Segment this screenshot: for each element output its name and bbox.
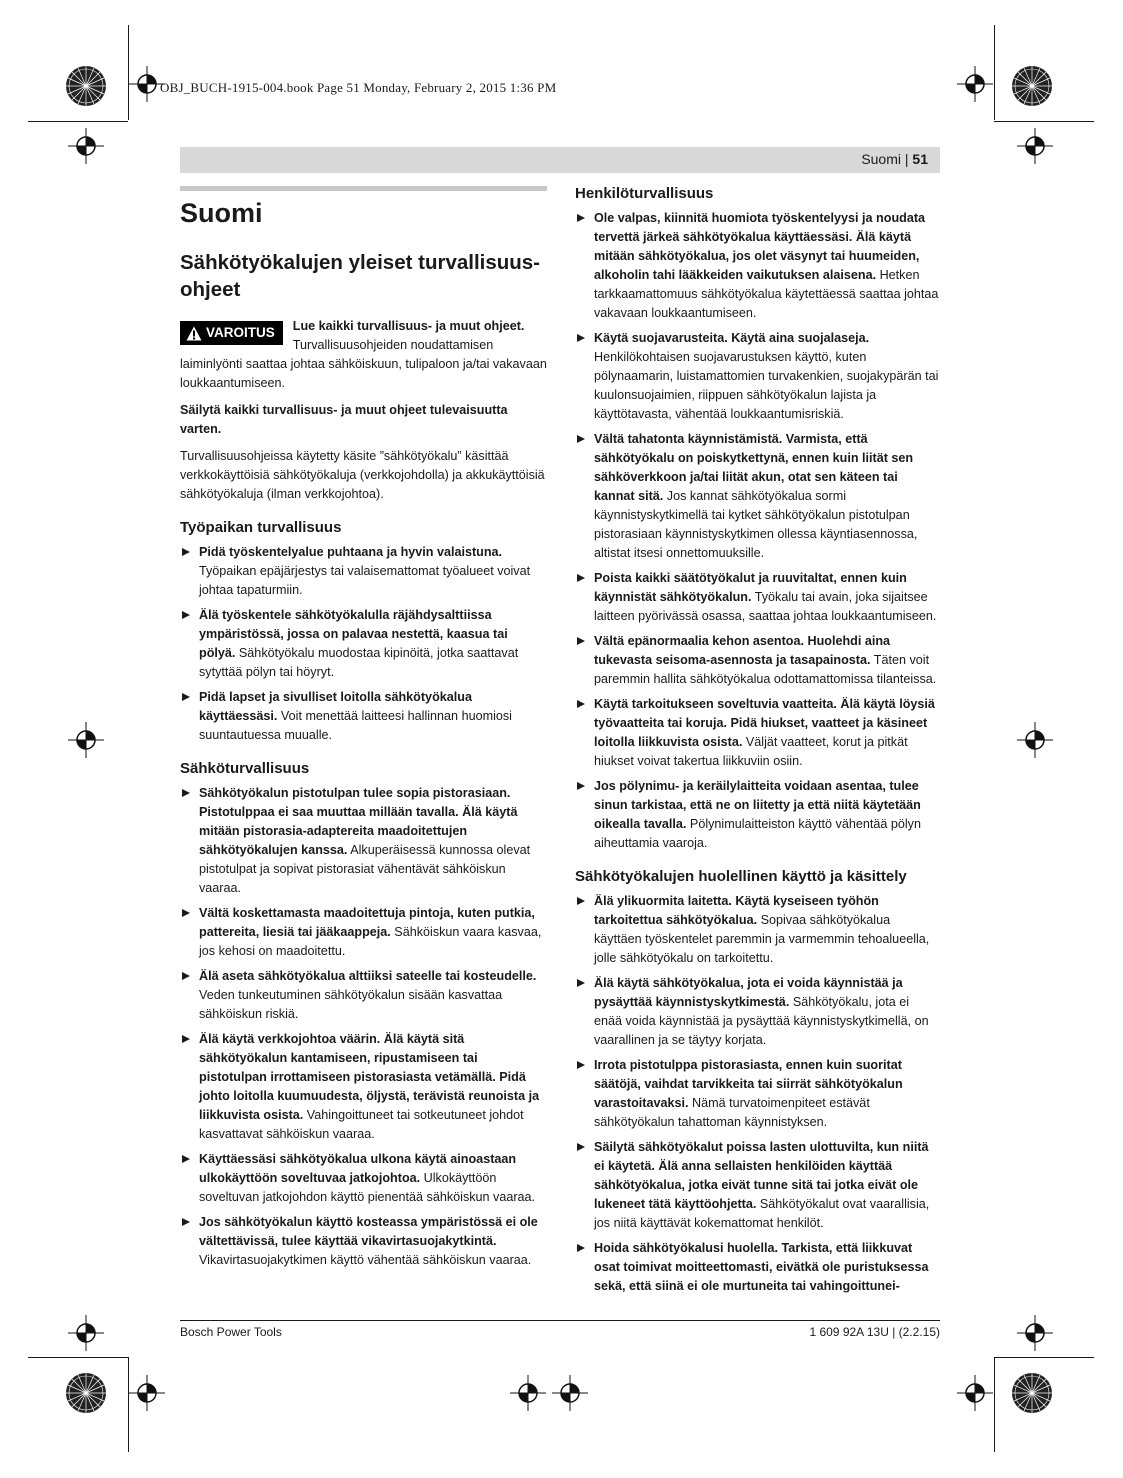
warning-text: Turvallisuusohjeiden noudattamisen laiminlyönti saattaa johtaa sähköiskuun, tulipaloon ja/tai vakavaan loukkaantumiseen. (180, 338, 547, 390)
item-bold-text: Pidä lapset ja sivulliset loitolla sähkötyökalua käyttäessäsi. (199, 690, 472, 723)
footer-rule (180, 1320, 940, 1321)
warning-lead: Lue kaikki turvallisuus- ja muut ohjeet. (292, 319, 525, 333)
item-text: Voit menettää laitteesi hallinnan huomiosi suuntautuessa muualle. (199, 709, 512, 742)
trim-line (28, 1357, 128, 1358)
bullet-arrow-icon (182, 693, 190, 701)
registration-mark-icon (1017, 1315, 1053, 1351)
item-text: Pölynimulaitteiston käyttö vähentää pölyn aiheuttamia vaaroja. (594, 817, 921, 850)
section-heading: Työpaikan turvallisuus (180, 519, 342, 536)
list-item (180, 904, 547, 961)
running-header (180, 147, 940, 173)
print-info: OBJ_BUCH-1915-004.book Page 51 Monday, February 2, 2015 1:36 PM (160, 80, 557, 95)
item-bold-text: Poista kaikki säätötyökalut ja ruuvitaltat, ennen kuin käynnistät sähkötyökalun. (594, 571, 907, 604)
item-text: Täten voit paremmin hallita sähkötyökalua odottamattomissa tilanteissa. (594, 653, 937, 686)
definition-text: Turvallisuusohjeissa käytetty käsite ”sähkötyökalu” käsittää verkkokäyttöisiä sähkötyökaluja (verkkojohdolla) ja akkukäyttöisiä sähkötyökaluja (ilman verkkojohtoa). (180, 449, 545, 501)
header-separator: | (901, 151, 913, 167)
item-text: Sähköiskun vaara kasvaa, jos kehosi on maadoitettu. (199, 925, 542, 958)
bullet-arrow-icon (182, 611, 190, 619)
bullet-arrow-icon (577, 700, 585, 708)
page-title: Suomi (180, 198, 263, 228)
section-workplace-safety (180, 518, 547, 745)
page-number: 51 (912, 151, 928, 167)
print-rosette-icon (1011, 1372, 1053, 1414)
item-bold-text: Älä työskentele sähkötyökalulla räjähdysalttiissa ympäristössä, jossa on palavaa nestettä, kaasua tai pölyä. (199, 608, 508, 660)
list-item (575, 892, 940, 968)
footer-document-id: 1 609 92A 13U | (2.2.15) (809, 1325, 940, 1339)
trim-line (28, 121, 128, 122)
registration-mark-icon (957, 66, 993, 102)
item-text: Nämä turvatoimenpiteet estävät sähkötyökalun tahattoman käynnistyksen. (594, 1096, 870, 1129)
item-text: Veden tunkeutuminen sähkötyökalun sisään kasvattaa sähköiskun riskiä. (199, 988, 503, 1021)
bullet-arrow-icon (182, 1155, 190, 1163)
list-item (575, 632, 940, 689)
registration-mark-icon (1017, 722, 1053, 758)
bullet-arrow-icon (577, 334, 585, 342)
trim-line (994, 1357, 995, 1452)
print-rosette-icon (65, 1372, 107, 1414)
list-item (575, 777, 940, 853)
item-bold-text: Jos sähkötyökalun käyttö kosteassa ympäristössä ei ole vältettävissä, tulee käyttää vikavirtasuojakytkintä. (199, 1215, 538, 1248)
item-bold-text: Pidä työskentelyalue puhtaana ja hyvin valaistuna. (199, 545, 503, 559)
trim-line (994, 121, 1094, 122)
item-text: Alkuperäisessä kunnossa olevat pistotulpat ja sopivat pistorasiat vähentävät sähköiskun vaaraa. (199, 843, 531, 895)
trim-line (994, 1357, 1094, 1358)
item-bold-text: Vältä tahatonta käynnistämistä. Varmista, että sähkötyökalu on poiskytkettynä, ennen kuin liität sen sähköverkkoon ja/tai liität akun, otat sen käteen tai kannat sitä. (594, 432, 914, 503)
bullet-arrow-icon (577, 1143, 585, 1151)
item-text: Vahingoittuneet tai sotkeutuneet johdot kasvattavat sähköiskun vaaraa. (199, 1108, 524, 1141)
bullet-arrow-icon (182, 909, 190, 917)
list-item (575, 430, 940, 563)
section-heading: Sähköturvallisuus (180, 760, 310, 777)
list-item (180, 1213, 547, 1270)
item-text: Ulkokäyttöön soveltuvan jatkojohdon käyttö pienentää sähköiskun vaaraa. (199, 1171, 536, 1204)
item-bold-text: Irrota pistotulppa pistorasiasta, ennen kuin suoritat säätöjä, vaihdat tarvikkeita tai siirrät sähkötyökalun varastoitavaksi. (594, 1058, 903, 1110)
section-heading: Henkilöturvallisuus (575, 185, 714, 202)
item-bold-text: Jos pölynimu- ja keräilylaitteita voidaan asentaa, tulee sinun tarkistaa, että ne on liitetty ja että niitä käytetään oikealla tavalla. (594, 779, 921, 831)
bullet-arrow-icon (577, 1061, 585, 1069)
print-rosette-icon (65, 65, 107, 107)
item-bold-text: Käytä tarkoitukseen soveltuvia vaatteita. Älä käytä löysiä työvaatteita tai koruja. Pidä hiukset, vaatteet ja käsineet loitolla liikkuvista osista. (594, 697, 935, 749)
bullet-arrow-icon (577, 637, 585, 645)
trim-line (994, 25, 995, 120)
item-bold-text: Käytä suojavarusteita. Käytä aina suojalaseja. (594, 331, 870, 345)
item-text: Vikavirtasuojakytkimen käyttö vähentää sähköiskun vaaraa. (199, 1253, 532, 1267)
registration-mark-icon (68, 722, 104, 758)
section-tool-use-care (575, 867, 940, 1296)
warning-badge-label: VAROITUS (206, 325, 275, 340)
keep-instructions: Säilytä kaikki turvallisuus- ja muut ohjeet tulevaisuutta varten. (180, 403, 508, 436)
item-text: Hetken tarkkaamattomuus sähkötyökalua käytettäessä saattaa johtaa vakavaan loukkaantumiseen. (594, 268, 939, 320)
section-electrical-safety (180, 759, 547, 1270)
list-item (575, 209, 940, 323)
item-bold-text: Vältä epänormaalia kehon asentoa. Huolehdi aina tukevasta seisoma-asennosta ja tasapainosta. (594, 634, 891, 667)
bullet-arrow-icon (577, 897, 585, 905)
item-bold-text: Ole valpas, kiinnitä huomiota työskentelyysi ja noudata tervettä järkeä sähkötyökalua käyttäessäsi. Älä käytä mitään sähkötyökalua, jos olet väsynyt tai huumeiden, alkoholin tahi lääkkeiden vaikutuksen alaisena. (594, 211, 926, 282)
right-column (575, 184, 940, 1302)
bullet-arrow-icon (577, 782, 585, 790)
registration-mark-icon (68, 1315, 104, 1351)
warning-triangle-icon (186, 326, 202, 341)
warning-badge (180, 321, 283, 345)
bullet-arrow-icon (577, 979, 585, 987)
item-bold-text: Vältä koskettamasta maadoitettuja pintoja, kuten putkia, pattereita, liesiä tai jääkaappeja. (199, 906, 535, 939)
left-column (180, 186, 547, 1276)
list-item (180, 688, 547, 745)
bullet-arrow-icon (577, 574, 585, 582)
print-rosette-icon (1011, 65, 1053, 107)
bullet-arrow-icon (182, 972, 190, 980)
registration-mark-icon (957, 1375, 993, 1411)
list-item (180, 606, 547, 682)
item-text: Sähkötyökalu, jota ei enää voida käynnistää ja pysäyttää käynnistyskytkimellä, on vaarallinen ja se täytyy korjata. (594, 995, 929, 1047)
registration-mark-icon (129, 1375, 165, 1411)
list-item (575, 695, 940, 771)
registration-mark-icon (68, 128, 104, 164)
item-text: Sopivaa sähkötyökalua käyttäen työskentelet paremmin ja varmemmin tehoalueella, jolle sähkötyökalu on tarkoitettu. (594, 913, 930, 965)
footer-brand: Bosch Power Tools (180, 1325, 282, 1339)
list-item (180, 967, 547, 1024)
item-text: Työpaikan epäjärjestys tai valaisemattomat työalueet voivat johtaa tapaturmiin. (199, 564, 531, 597)
section-heading: Sähkötyökalujen huolellinen käyttö ja käsittely (575, 868, 907, 885)
bullet-arrow-icon (182, 1218, 190, 1226)
item-bold-text: Hoida sähkötyökalusi huolella. Tarkista, että liikkuvat osat toimivat moitteettomasti, eivätkä ole puristuksessa sekä, että siinä ei ole murtuneita tai vahingoittunei- (594, 1241, 929, 1293)
item-text: Sähkötyökalu muodostaa kipinöitä, jotka saattavat sytyttää pölyn tai höyryt. (199, 646, 519, 679)
list-item (180, 784, 547, 898)
registration-mark-icon (510, 1375, 546, 1411)
header-language: Suomi (861, 151, 901, 167)
bullet-arrow-icon (182, 789, 190, 797)
bullet-arrow-icon (182, 548, 190, 556)
list-item (575, 1056, 940, 1132)
item-bold-text: Älä ylikuormita laitetta. Käytä kyseiseen työhön tarkoitettua sähkötyökalua. (594, 894, 879, 927)
bullet-arrow-icon (577, 1244, 585, 1252)
list-item (575, 974, 940, 1050)
list-item (575, 1239, 940, 1296)
item-text: Henkilökohtaisen suojavarustuksen käyttö, kuten pölynaamarin, luistamattomien turvakenkien, suojakypärän tai kuulonsuojaimien, riippuen sähkötyökalun lajista ja käyttötavasta, vähentää loukkaantumisriskiä. (594, 350, 939, 421)
bullet-arrow-icon (577, 214, 585, 222)
list-item (180, 543, 547, 600)
item-bold-text: Älä aseta sähkötyökalua alttiiksi sateelle tai kosteudelle. (199, 969, 537, 983)
item-text: Jos kannat sähkötyökalua sormi käynnistyskytkimellä tai kytket sähkötyökalun pistotulpan pistorasiaan käynnistyskytkimen ollessa käyntiasennossa, altistat itsesi onnettomuuksille. (594, 489, 918, 560)
list-item (180, 1150, 547, 1207)
item-bold-text: Sähkötyökalun pistotulpan tulee sopia pistorasiaan. Pistotulppaa ei saa muuttaa millään tavalla. Älä käytä mitään pistorasia-adaptereita maadoitettujen sähkötyökalujen kanssa. (199, 786, 518, 857)
item-text: Työkalu tai avain, joka sijaitsee laitteen pyörivässä osassa, saattaa johtaa loukkaantumiseen. (594, 590, 937, 623)
registration-mark-icon (1017, 128, 1053, 164)
section-title: Sähkötyökalujen yleiset turvallisuus-ohjeet (180, 251, 541, 301)
header-text (861, 151, 928, 167)
list-item (575, 1138, 940, 1233)
item-text: Väljät vaatteet, korut ja pitkät hiukset voivat takertua liikkuviin osiin. (594, 735, 908, 768)
item-bold-text: Käyttäessäsi sähkötyökalua ulkona käytä ainoastaan ulkokäyttöön soveltuvaa jatkojohtoa. (199, 1152, 517, 1185)
section-personal-safety (575, 184, 940, 853)
list-item (575, 329, 940, 424)
title-rule (180, 186, 547, 191)
item-bold-text: Älä käytä verkkojohtoa väärin. Älä käytä sitä sähkötyökalun kantamiseen, ripustamiseen tai pistotulpan irrottamiseen pistorasiasta vetämällä. Pidä johto loitolla kuumuudesta, öljystä, terävistä reunoista ja liikkuvista osista. (199, 1032, 540, 1122)
item-bold-text: Älä käytä sähkötyökalua, jota ei voida käynnistää ja pysäyttää käynnistyskytkimestä. (594, 976, 903, 1009)
registration-mark-icon (552, 1375, 588, 1411)
bullet-arrow-icon (577, 435, 585, 443)
item-text: Sähkötyökalut ovat vaarallisia, jos niitä käyttävät kokemattomat henkilöt. (594, 1197, 930, 1230)
list-item (575, 569, 940, 626)
list-item (180, 1030, 547, 1144)
item-bold-text: Säilytä sähkötyökalut poissa lasten ulottuvilta, kun niitä ei käytetä. Älä anna sellaisten henkilöiden käyttää sähkötyökalua, jotka eivät tunne sitä tai jotka eivät ole lukeneet tätä käyttöohjetta. (594, 1140, 929, 1211)
warning-block (180, 317, 547, 393)
bullet-arrow-icon (182, 1035, 190, 1043)
